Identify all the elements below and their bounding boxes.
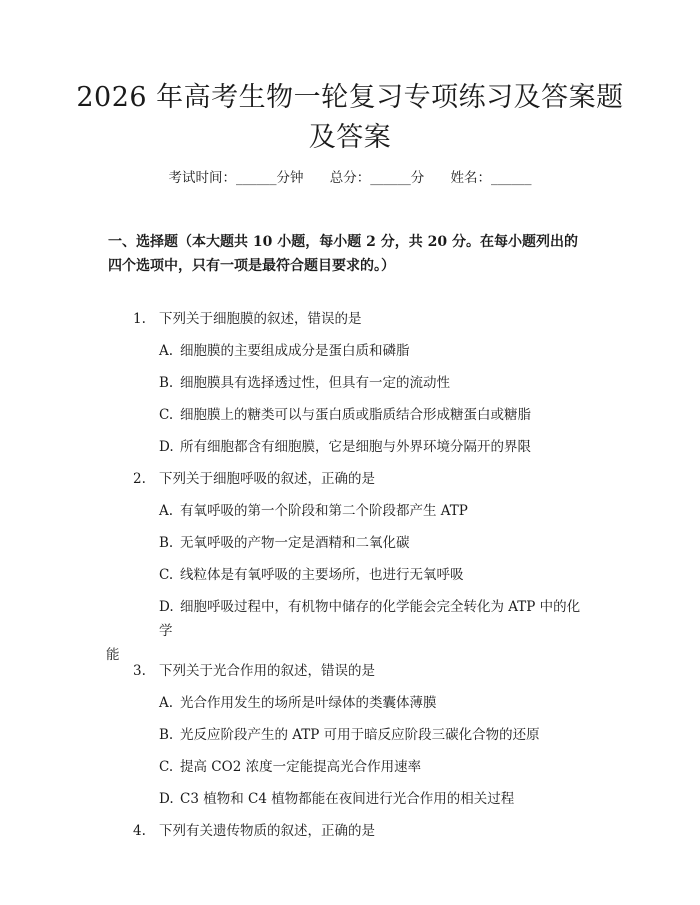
question-number: 4. bbox=[133, 823, 146, 839]
title-line-2: 及答案 bbox=[308, 122, 392, 153]
student-name-label: 姓名： bbox=[450, 170, 492, 186]
question-3-option-b bbox=[159, 725, 540, 745]
question-1-option-a bbox=[159, 341, 410, 361]
exam-time-unit: 分钟 bbox=[276, 170, 304, 186]
question-number: 3. bbox=[133, 663, 146, 679]
total-score-field bbox=[330, 168, 425, 188]
option-text: 提高 CO2 浓度一定能提高光合作用速率 bbox=[180, 759, 422, 775]
option-text: 细胞膜上的糖类可以与蛋白质或脂质结合形成糖蛋白或糖脂 bbox=[180, 407, 531, 423]
option-letter: C. bbox=[159, 759, 174, 775]
total-score-unit: 分 bbox=[410, 170, 425, 186]
question-1-option-d bbox=[159, 437, 531, 457]
exam-info-line bbox=[0, 168, 700, 188]
option-letter: A. bbox=[159, 503, 174, 519]
question-3-option-d bbox=[159, 789, 514, 809]
question-2-option-c bbox=[159, 565, 464, 585]
option-letter: B. bbox=[159, 375, 174, 391]
question-1-option-c bbox=[159, 405, 531, 425]
total-score-blank: ______ bbox=[370, 170, 411, 186]
option-letter: B. bbox=[159, 535, 174, 551]
question-3-option-c bbox=[159, 757, 421, 777]
option-letter: D. bbox=[159, 791, 174, 807]
option-letter: A. bbox=[159, 343, 174, 359]
question-1-option-b bbox=[159, 373, 450, 393]
student-name-blank: ______ bbox=[491, 170, 532, 186]
option-text: 无氧呼吸的产物一定是酒精和二氧化碳 bbox=[180, 535, 410, 551]
question-1-stem bbox=[133, 309, 593, 329]
question-number: 1. bbox=[133, 311, 146, 327]
option-text: 光反应阶段产生的 ATP 可用于暗反应阶段三碳化合物的还原 bbox=[180, 727, 540, 743]
option-text: 所有细胞都含有细胞膜，它是细胞与外界环境分隔开的界限 bbox=[180, 439, 531, 455]
section-heading: 一、选择题（本大题共 10 小题，每小题 2 分，共 20 分。在每小题列出的四个选项中，只有一项是最符合题目要求的。） bbox=[108, 234, 578, 274]
title-line-1: 2026 年高考生物一轮复习专项练习及答案题 bbox=[76, 82, 624, 113]
option-letter: D. bbox=[159, 439, 174, 455]
question-2-stem bbox=[133, 469, 593, 489]
option-text: 细胞膜的主要组成成分是蛋白质和磷脂 bbox=[180, 343, 410, 359]
question-text: 下列有关遗传物质的叙述，正确的是 bbox=[159, 823, 375, 839]
exam-time-blank: ______ bbox=[235, 170, 277, 186]
question-number: 2. bbox=[133, 471, 146, 487]
question-2-option-a bbox=[159, 501, 468, 521]
document-title bbox=[60, 78, 640, 158]
option-text: 细胞膜具有选择透过性，但具有一定的流动性 bbox=[180, 375, 450, 391]
question-3-stem bbox=[133, 661, 593, 681]
option-text-line-1: 细胞呼吸过程中，有机物中储存的化学能会完全转化为 ATP 中的化学 bbox=[159, 599, 581, 639]
question-text: 下列关于细胞膜的叙述，错误的是 bbox=[159, 311, 362, 327]
option-letter: C. bbox=[159, 567, 174, 583]
option-letter: D. bbox=[159, 599, 174, 615]
option-text-line-2: 能 bbox=[106, 647, 120, 663]
option-text: C3 植物和 C4 植物都能在夜间进行光合作用的相关过程 bbox=[180, 791, 515, 807]
exam-time-field bbox=[168, 168, 303, 188]
option-letter: C. bbox=[159, 407, 174, 423]
option-letter: A. bbox=[159, 695, 174, 711]
option-text: 线粒体是有氧呼吸的主要场所，也进行无氧呼吸 bbox=[180, 567, 464, 583]
question-2-option-d bbox=[106, 595, 592, 667]
option-letter: B. bbox=[159, 727, 174, 743]
option-text: 光合作用发生的场所是叶绿体的类囊体薄膜 bbox=[180, 695, 437, 711]
exam-time-label: 考试时间： bbox=[168, 170, 236, 186]
option-text: 有氧呼吸的第一个阶段和第二个阶段都产生 ATP bbox=[180, 503, 468, 519]
question-3-option-a bbox=[159, 693, 437, 713]
total-score-label: 总分： bbox=[329, 170, 371, 186]
question-text: 下列关于光合作用的叙述，错误的是 bbox=[159, 663, 375, 679]
student-name-field bbox=[451, 168, 532, 188]
question-2-option-b bbox=[159, 533, 410, 553]
question-4-stem bbox=[133, 821, 593, 841]
option-first-line bbox=[106, 595, 592, 643]
question-text: 下列关于细胞呼吸的叙述，正确的是 bbox=[159, 471, 375, 487]
